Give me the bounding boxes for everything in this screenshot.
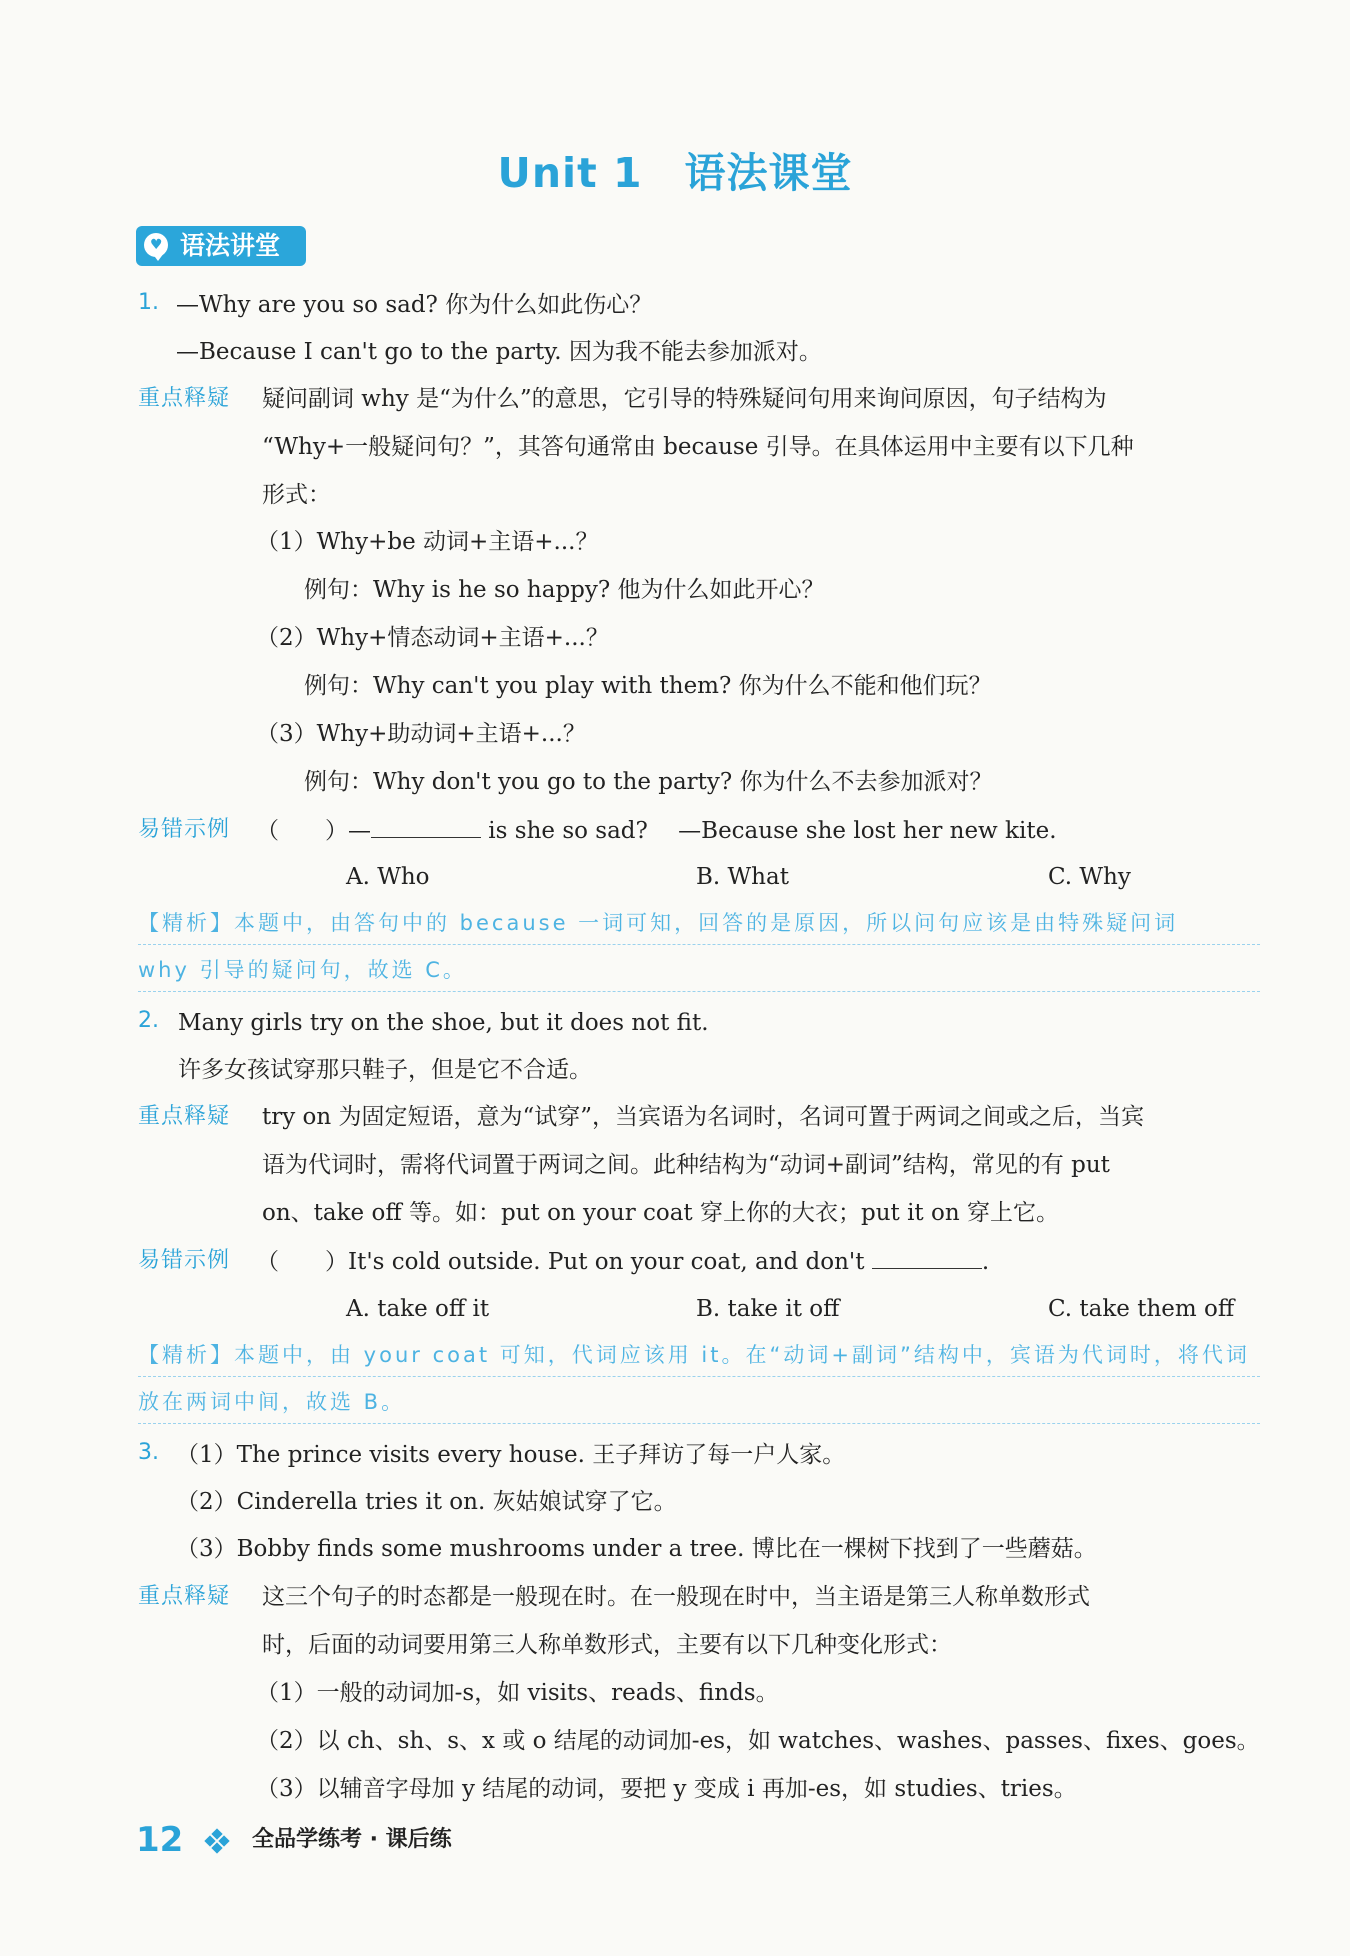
- page-number: 12: [136, 1820, 184, 1860]
- explanation-text: 疑问副词 why 是“为什么”的意思，它引导的特殊疑问句用来询问原因，句子结构为: [262, 386, 1107, 412]
- option-b: B. What: [696, 864, 789, 890]
- divider: [138, 944, 1260, 945]
- key-explanation-label: 重点释疑: [138, 1104, 231, 1129]
- example-text: 例句：Why can't you play with them? 你为什么不能和他们玩？: [304, 673, 992, 699]
- example-sentence: —Because I can't go to the party. 因为我不能去参加派对。: [176, 339, 822, 365]
- key-explanation-label: 重点释疑: [138, 386, 231, 411]
- pattern-text: （2）Why+情态动词+主语+...？: [256, 625, 609, 651]
- answer-blank: [371, 815, 481, 838]
- item-number: 2.: [138, 1008, 159, 1033]
- option-b: B. take it off: [696, 1296, 840, 1322]
- brand-name: 全品学练考 · 课后练: [252, 1827, 452, 1852]
- rule-text: （2）以 ch、sh、s、x 或 o 结尾的动词加-es，如 watches、washes、passes、fixes、goes。: [256, 1728, 1260, 1754]
- question-text: [256, 815, 1057, 846]
- explanation-text: 语为代词时，需将代词置于两词之间。此种结构为“动词+副词”结构，常见的有 put: [262, 1152, 1110, 1178]
- rule-text: （1）一般的动词加-s，如 visits、reads、finds。: [256, 1680, 779, 1706]
- pattern-text: （3）Why+助动词+主语+...？: [256, 721, 586, 747]
- diamond-icon: [206, 1830, 228, 1852]
- option-c: C. take them off: [1048, 1296, 1235, 1322]
- example-sentence: （3）Bobby finds some mushrooms under a tree. 博比在一棵树下找到了一些蘑菇。: [176, 1536, 1097, 1562]
- example-text: 例句：Why don't you go to the party? 你为什么不去参加派对？: [304, 769, 993, 795]
- example-sentence: （1）The prince visits every house. 王子拜访了每一户人家。: [176, 1442, 846, 1468]
- question-prefix: （ ）—: [256, 818, 371, 844]
- divider: [138, 1376, 1260, 1377]
- divider: [138, 991, 1260, 992]
- option-c: C. Why: [1048, 864, 1131, 890]
- page-title: [0, 140, 1350, 199]
- example-sentence: Many girls try on the shoe, but it does not fit.: [178, 1010, 709, 1036]
- example-sentence: （2）Cinderella tries it on. 灰姑娘试穿了它。: [176, 1489, 677, 1515]
- section-badge-label: 语法讲堂: [180, 231, 281, 260]
- analysis-text: 放在两词中间，故选 B。: [138, 1390, 406, 1414]
- example-sentence: 许多女孩试穿那只鞋子，但是它不合适。: [178, 1057, 592, 1083]
- speech-bubble-icon: ♥: [144, 233, 168, 257]
- question-suffix: is she so sad? —Because she lost her new kite.: [481, 818, 1057, 844]
- analysis-text: 【精析】本题中，由 your coat 可知，代词应该用 it。在“动词+副词”结构中，宾语为代词时，将代词: [138, 1343, 1250, 1367]
- analysis-text: 【精析】本题中，由答句中的 because 一词可知，回答的是原因，所以问句应该是由特殊疑问词: [138, 911, 1179, 935]
- analysis-text: why 引导的疑问句，故选 C。: [138, 958, 467, 982]
- explanation-text: 时，后面的动词要用第三人称单数形式，主要有以下几种变化形式：: [262, 1632, 952, 1658]
- key-explanation-label: 重点释疑: [138, 1584, 231, 1609]
- item-number: 3.: [138, 1440, 159, 1465]
- common-error-label: 易错示例: [138, 817, 231, 842]
- rule-text: （3）以辅音字母加 y 结尾的动词，要把 y 变成 i 再加-es，如 studies、tries。: [256, 1776, 1077, 1802]
- question-suffix: .: [981, 1249, 990, 1275]
- explanation-text: on、take off 等。如：put on your coat 穿上你的大衣；put it on 穿上它。: [262, 1200, 1059, 1226]
- question-text: [256, 1246, 989, 1277]
- unit-topic: 语法课堂: [684, 149, 853, 197]
- divider: [138, 1423, 1260, 1424]
- question-prefix: （ ）It's cold outside. Put on your coat, and don't: [256, 1249, 872, 1275]
- answer-blank: [872, 1246, 982, 1269]
- explanation-text: “Why+一般疑问句？”，其答句通常由 because 引导。在具体运用中主要有以下几种: [262, 434, 1134, 460]
- explanation-text: 这三个句子的时态都是一般现在时。在一般现在时中，当主语是第三人称单数形式: [262, 1584, 1090, 1610]
- option-a: A. take off it: [346, 1296, 490, 1322]
- unit-label: Unit 1: [497, 149, 643, 197]
- section-badge: [136, 226, 306, 266]
- example-text: 例句：Why is he so happy? 他为什么如此开心？: [304, 577, 825, 603]
- explanation-text: try on 为固定短语，意为“试穿”，当宾语为名词时，名词可置于两词之间或之后，当宾: [262, 1104, 1145, 1130]
- item-number: 1.: [138, 290, 159, 315]
- option-a: A. Who: [346, 864, 430, 890]
- example-sentence: —Why are you so sad? 你为什么如此伤心？: [176, 292, 653, 318]
- common-error-label: 易错示例: [138, 1248, 231, 1273]
- explanation-text: 形式：: [262, 482, 331, 508]
- pattern-text: （1）Why+be 动词+主语+...？: [256, 529, 599, 555]
